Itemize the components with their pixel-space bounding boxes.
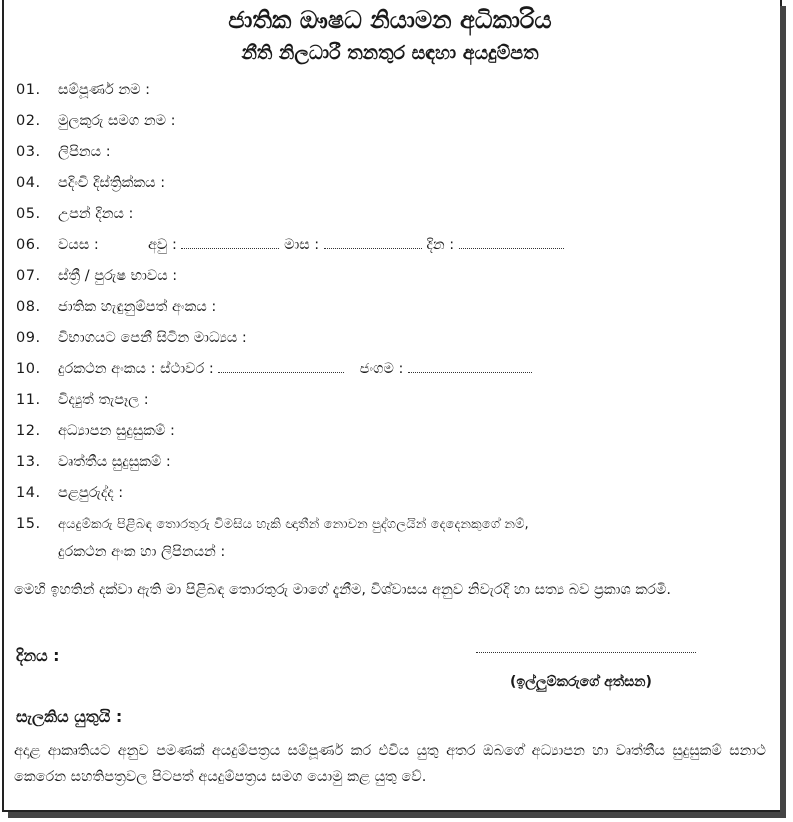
form-item-15: 15. අයදුම්කරු පිළිබඳ තොරතුරු විමසිය හැකි ඥාතීන් නොවන පුද්ගලයින් දෙදෙනකුගේ නම්,	[16, 516, 529, 532]
signature-line[interactable]	[476, 652, 696, 653]
form-item-3: 03. ලිපිනය :	[16, 144, 111, 160]
form-item-11: 11. විද්‍යුත් තැපෑල :	[16, 392, 149, 408]
declaration-text: මෙහි ඉහතින් දක්වා ඇති මා පිළිබඳ තොරතුරු මාගේ දැනීම, විශ්වාසය අනුව නිවැරදි හා සත්‍ය බව ප්‍රකාශ කරමි.	[14, 582, 671, 598]
form-item-10: 10. දුරකථන අංකය : ස්ථාවර : ජංගම :	[16, 361, 532, 377]
form-item-8: 08. ජාතික හැඳුනුම්පත් අංකය :	[16, 299, 217, 315]
form-item-2: 02. මුලකුරු සමග නම :	[16, 113, 176, 129]
age-years-label: අවු :	[148, 237, 177, 253]
frame-shadow-bottom	[8, 812, 784, 818]
mobile-field[interactable]	[408, 362, 532, 373]
form-title: ජාතික ඖෂධ නියාමන අධිකාරිය	[228, 6, 552, 34]
form-item-15-line2: දුරකථන අංක හා ලිපිනයන් :	[58, 544, 226, 560]
form-item-1: 01. සම්පූර්ණ නම :	[16, 82, 151, 98]
age-years-field[interactable]	[181, 238, 279, 249]
form-subtitle: නීති නිලධාරී තනතුර සඳහා අයදුම්පත	[241, 42, 539, 64]
landline-field[interactable]	[218, 362, 344, 373]
signature-label: (ඉල්ලුම්කරුගේ අත්සන)	[510, 674, 652, 690]
form-item-9: 09. විභාගයට පෙනී සිටින මාධ්‍යය :	[16, 330, 247, 346]
form-item-4: 04. පදිංචි දිස්ත්‍රික්කය :	[16, 175, 166, 191]
form-item-6: 06. වයස : අවු : මාස : දින :	[16, 237, 564, 253]
form-item-7: 07. ස්ත්‍රී / පුරුෂ භාවය :	[16, 268, 178, 284]
age-months-field[interactable]	[324, 238, 422, 249]
note-heading: සැලකිය යුතුයි :	[16, 707, 123, 726]
form-item-14: 14. පළපුරුද්ද :	[16, 485, 124, 501]
note-text: අදාළ ආකෘතියට අනුව පමණක් අයදුම්පත්‍රය සම්පූර්ණ කර එවිය යුතු අතර ඔබගේ අධ්‍යාපන හා වෘත්තීය සුදුසුකම් සනාථ කෙරෙන සහතිපත්‍රවල පිටපත් අයදුම්පත්‍රය සමග යොමු කළ යුතු වේ.	[14, 743, 766, 785]
age-months-label: මාස :	[284, 237, 320, 253]
form-item-13: 13. වෘත්තීය සුදුසුකම් :	[16, 454, 171, 470]
age-days-label: දින :	[426, 237, 455, 253]
frame-shadow-right	[780, 6, 786, 818]
age-days-field[interactable]	[459, 238, 564, 249]
form-item-12: 12. අධ්‍යාපන සුදුසුකම් :	[16, 423, 175, 439]
mobile-label: ජංගම :	[359, 361, 404, 377]
date-label: දිනය :	[16, 646, 60, 665]
form-item-5: 05. උපන් දිනය :	[16, 206, 134, 222]
